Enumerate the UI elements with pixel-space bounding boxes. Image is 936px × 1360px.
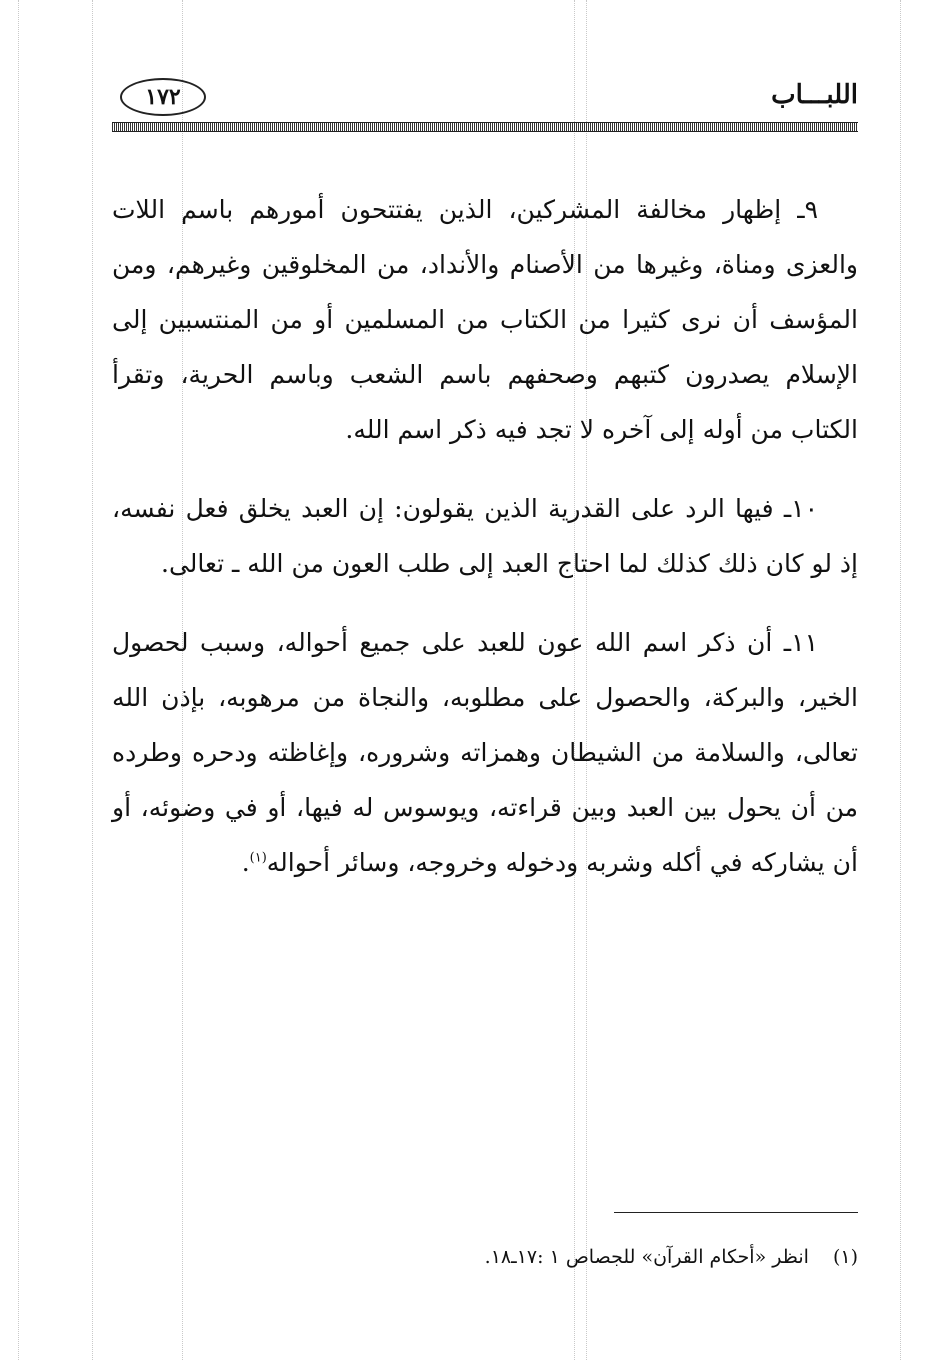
header-rule bbox=[112, 122, 858, 132]
paragraph-9: ٩ـ إظهار مخالفة المشركين، الذين يفتتحون أمورهم باسم اللات والعزى ومناة، وغيرها من الأصنام والأنداد، من المخلوقين وغيرهم، ومن المؤسف أن نرى كثيرا من الكتاب من المسلمين أو من المنتسبين إلى الإسلام يصدرون كتبهم وصحفهم باسم الشعب وباسم الحرية، وتقرأ الكتاب من أوله إلى آخره لا تجد فيه ذكر اسم الله. bbox=[112, 195, 858, 444]
running-title: اللبـــاب bbox=[771, 80, 858, 110]
footnote bbox=[112, 1242, 858, 1272]
paragraph-10: ١٠ـ فيها الرد على القدرية الذين يقولون: إن العبد يخلق فعل نفسه، إذ لو كان ذلك كذلك لما احتاج العبد إلى طلب العون من الله ـ تعالى. bbox=[112, 494, 858, 578]
paragraph-11 bbox=[112, 615, 858, 890]
page-number: ١٧٢ bbox=[145, 84, 181, 110]
page-number-badge bbox=[120, 78, 206, 116]
footnote-text: انظر «أحكام القرآن» للجصاص ١ :١٧ـ١٨. bbox=[484, 1246, 809, 1268]
scan-guide-line bbox=[92, 0, 93, 1360]
scan-guide-line bbox=[900, 0, 901, 1360]
scan-guide-line bbox=[18, 0, 19, 1360]
page-body bbox=[112, 182, 858, 914]
paragraph-11-text: ١١ـ أن ذكر اسم الله عون للعبد على جميع أحواله، وسبب لحصول الخير، والبركة، والحصول على مطلوبه، والنجاة من مرهوبه، بإذن الله تعالى، والسلامة من الشيطان وهمزاته وشروره، وإغاظته ودحره وطرده من أن يحول بين العبد وبين قراءته، ويوسوس له فيها، أو في وضوئه، أو أن يشاركه في أكله وشربه ودخوله وخروجه، وسائر أحواله bbox=[112, 628, 858, 877]
footnote-marker: (١) bbox=[832, 1246, 858, 1268]
footnote-separator bbox=[614, 1212, 858, 1213]
paragraph-11-end: . bbox=[241, 848, 250, 877]
page-header bbox=[112, 70, 858, 126]
footnote-reference[interactable]: (١) bbox=[249, 850, 267, 866]
